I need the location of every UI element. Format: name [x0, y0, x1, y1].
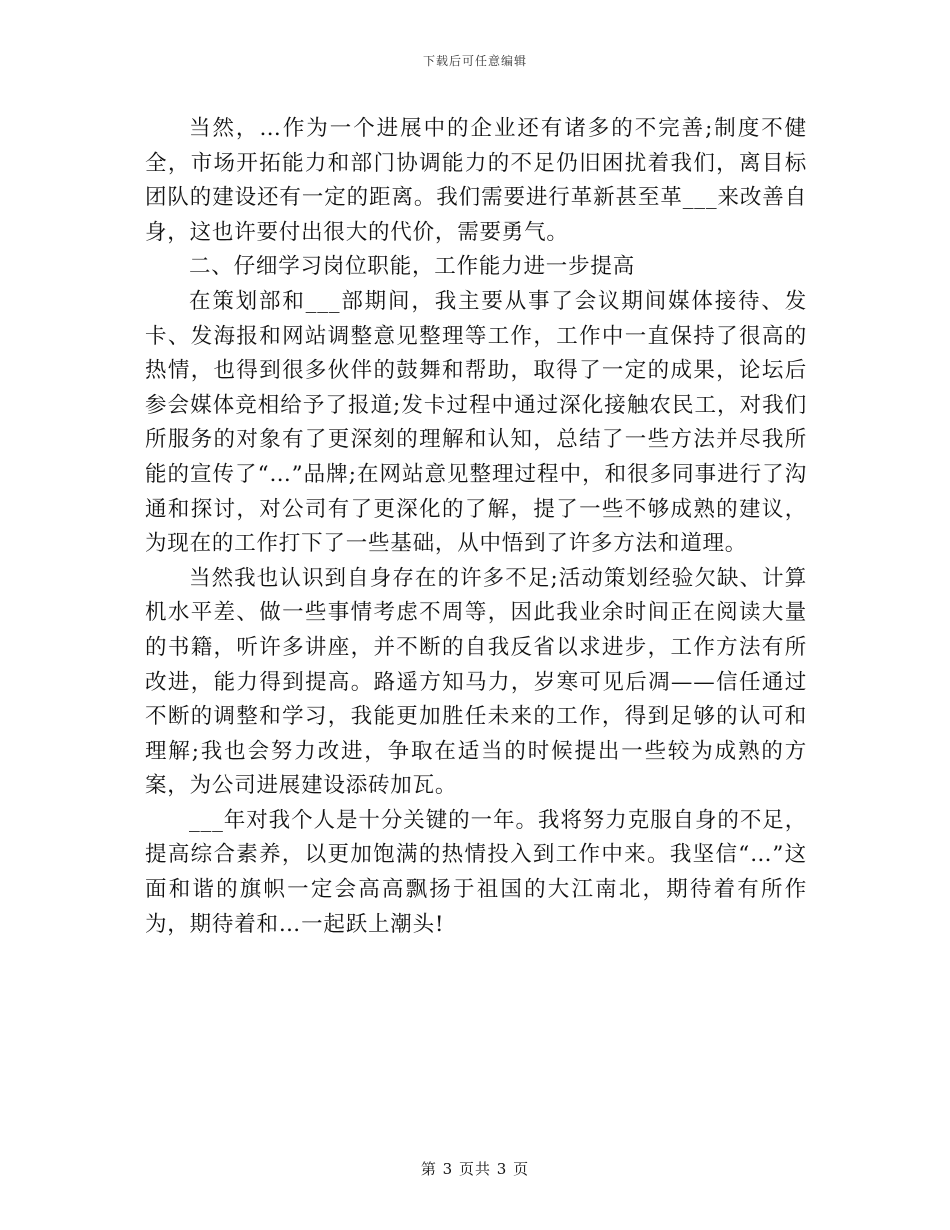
page-header: 下载后可任意编辑	[422, 54, 527, 68]
paragraph-shortcomings: 当然，…作为一个进展中的企业还有诸多的不完善;制度不健全，市场开拓能力和部门协调能力的不足仍旧困扰着我们，离目标团队的建设还有一定的距离。我们需要进行革新甚至革___来改善自身，这也许要付出很大的代价，需要勇气。	[145, 116, 807, 245]
document-body	[145, 112, 807, 942]
paragraph-self-reflection: 当然我也认识到自身存在的许多不足;活动策划经验欠缺、计算机水平差、做一些事情考虑不周等，因此我业余时间正在阅读大量的书籍，听许多讲座，并不断的自我反省以求进步，工作方法有所改进，能力得到提高。路遥方知马力，岁寒可见后凋——信任通过不断的调整和学习，我能更加胜任未来的工作，得到足够的认可和理解;我也会努力改进，争取在适当的时候提出一些较为成熟的方案，为公司进展建设添砖加瓦。	[145, 565, 807, 799]
paragraph-outlook: ___年对我个人是十分关键的一年。我将努力克服自身的不足，提高综合素养，以更加饱满的热情投入到工作中来。我坚信“…”这面和谐的旗帜一定会高高飘扬于祖国的大江南北，期待着有所作为，期待着和…一起跃上潮头!	[145, 807, 807, 937]
section-heading: 二、仔细学习岗位职能，工作能力进一步提高	[189, 254, 636, 280]
page-footer: 第 3 页共 3 页	[420, 1160, 530, 1178]
paragraph-work-experience: 在策划部和___部期间，我主要从事了会议期间媒体接待、发卡、发海报和网站调整意见整理等工作，工作中一直保持了很高的热情，也得到很多伙伴的鼓舞和帮助，取得了一定的成果，论坛后参会媒体竞相给予了报道;发卡过程中通过深化接触农民工，对我们所服务的对象有了更深刻的理解和认知，总结了一些方法并尽我所能的宣传了“…”品牌;在网站意见整理过程中，和很多同事进行了沟通和探讨，对公司有了更深化的了解，提了一些不够成熟的建议，为现在的工作打下了一些基础，从中悟到了许多方法和道理。	[145, 288, 807, 557]
